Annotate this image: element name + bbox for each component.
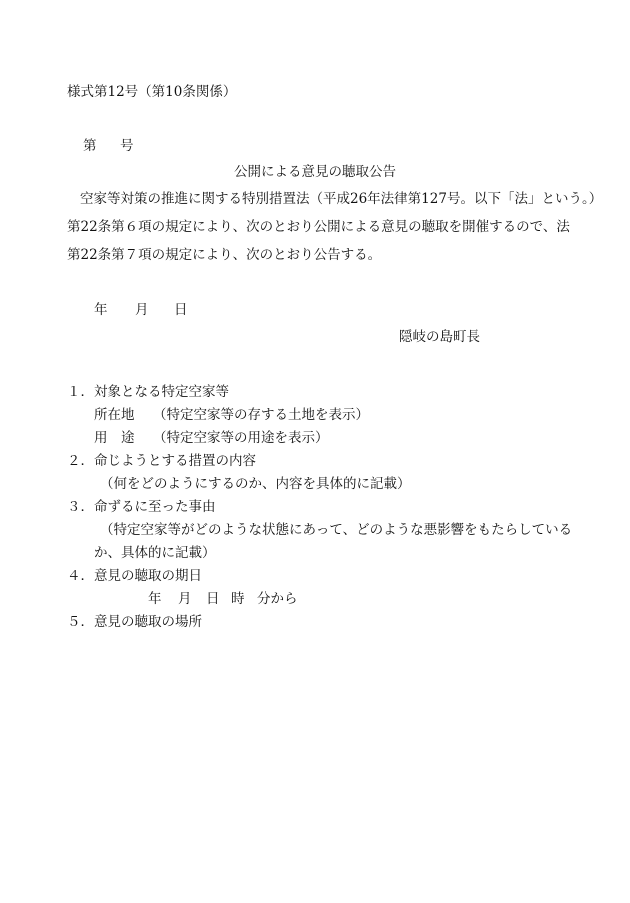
item-5-heading: 意見の聴取の場所 — [94, 614, 202, 630]
date-month: 月 — [135, 302, 149, 318]
item-2-note: （何をどのようにするのか、内容を具体的に記載） — [100, 476, 411, 492]
document-number-suffix: 号 — [120, 138, 134, 154]
item-3-note-line-2: か、具体的に記載） — [94, 545, 216, 561]
date-day: 日 — [174, 302, 188, 318]
item-4-month: 月 — [178, 591, 192, 607]
item-4-hour: 時 — [231, 591, 245, 607]
item-1-heading: 対象となる特定空家等 — [94, 384, 229, 400]
item-2-heading: 命じようとする措置の内容 — [94, 453, 256, 469]
item-3-heading: 命ずるに至った事由 — [94, 499, 216, 515]
document-number-prefix: 第 — [83, 138, 97, 154]
item-3-number: ３． — [67, 499, 94, 515]
item-1-number: １． — [67, 384, 94, 400]
item-1-location-note: （特定空家等の存する土地を表示） — [153, 407, 369, 423]
item-1-location-label: 所在地 — [94, 407, 135, 423]
date-year: 年 — [94, 302, 108, 318]
item-1-use-note: （特定空家等の用途を表示） — [153, 430, 329, 446]
item-5-number: ５． — [67, 614, 94, 630]
body-line-2: 第22条第６項の規定により、次のとおり公開による意見の聴取を開催するので、法 — [67, 219, 570, 235]
notice-title: 公開による意見の聴取公告 — [234, 164, 396, 180]
body-line-1: 空家等対策の推進に関する特別措置法（平成26年法律第127号。以下「法」という。） — [80, 191, 603, 207]
item-4-heading: 意見の聴取の期日 — [94, 568, 202, 584]
item-4-minute: 分から — [257, 591, 298, 607]
item-4-number: ４． — [67, 568, 94, 584]
item-2-number: ２． — [67, 453, 94, 469]
issuer-name: 隠岐の島町長 — [399, 329, 480, 345]
body-line-3: 第22条第７項の規定により、次のとおり公告する。 — [67, 247, 382, 263]
item-3-note-line-1: （特定空家等がどのような状態にあって、どのような悪影響をもたらしている — [100, 522, 573, 538]
form-identifier: 様式第12号（第10条関係） — [67, 84, 237, 100]
item-1-use-label: 用 途 — [94, 430, 135, 446]
item-4-day: 日 — [206, 591, 220, 607]
item-4-year: 年 — [148, 591, 162, 607]
